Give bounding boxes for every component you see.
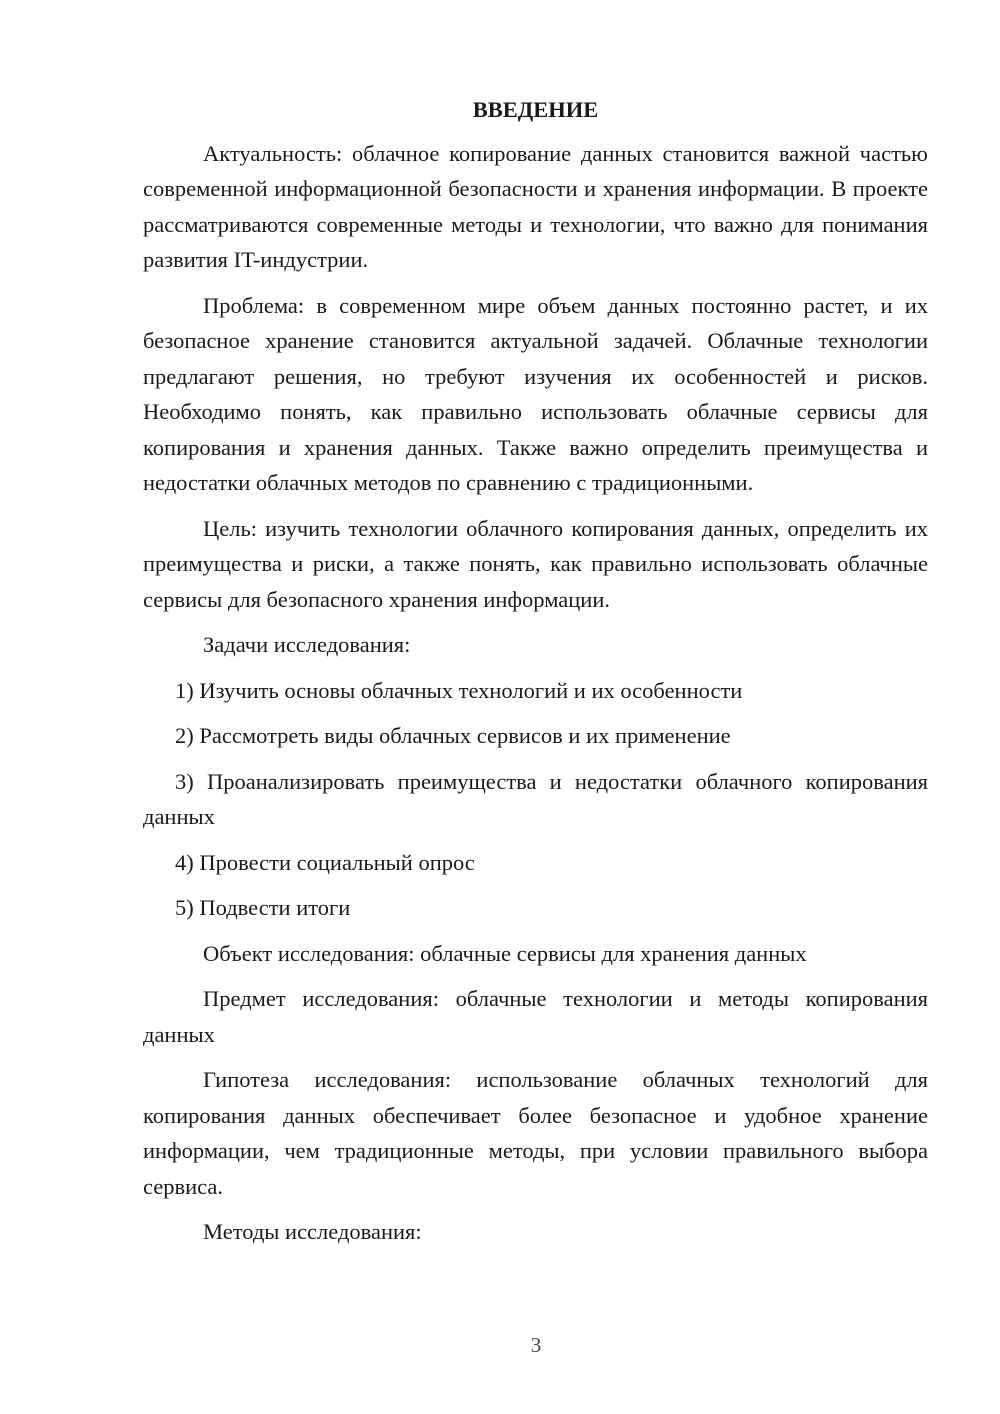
paragraph-hypothesis: Гипотеза исследования: использование облачных технологий для копирования данных обеспечивает более безопасное и удобное хранение информации, чем традиционные методы, при условии правильного выбора сервиса. — [143, 1067, 928, 1199]
page-content — [143, 92, 928, 1260]
task-item-1: 1) Изучить основы облачных технологий и их особенности — [175, 677, 743, 703]
task-item-2: 2) Рассмотреть виды облачных сервисов и их применение — [175, 723, 731, 748]
tasks-heading: Задачи исследования: — [203, 632, 411, 657]
section-title: ВВЕДЕНИЕ — [472, 97, 599, 122]
page-number: 3 — [530, 1333, 542, 1357]
methods-heading: Методы исследования: — [203, 1219, 422, 1244]
paragraph-problem: Проблема: в современном мире объем данных постоянно растет, и их безопасное хранение становится актуальной задачей. Облачные технологии предлагают решения, но требуют изучения их особенностей и рисков. Необходимо понять, как правильно использовать облачные сервисы для копирования и хранения данных. Также важно определить преимущества и недостатки облачных методов по сравнению с традиционными. — [143, 292, 928, 495]
task-item-5: 5) Подвести итоги — [175, 895, 351, 920]
paragraph-relevance: Актуальность: облачное копирование данных становится важной частью современной информационной безопасности и хранения информации. В проекте рассматриваются современные методы и технологии, что важно для понимания развития IT-индустрии. — [143, 140, 928, 272]
task-item-3: 3) Проанализировать преимущества и недостатки облачного копирования данных — [143, 768, 928, 829]
task-item-4: 4) Провести социальный опрос — [175, 849, 475, 875]
paragraph-subject: Предмет исследования: облачные технологии и методы копирования данных — [143, 986, 928, 1047]
paragraph-goal: Цель: изучить технологии облачного копирования данных, определить их преимущества и риски, а также понять, как правильно использовать облачные сервисы для безопасного хранения информации. — [143, 515, 928, 612]
paragraph-object: Объект исследования: облачные сервисы для хранения данных — [203, 940, 807, 966]
